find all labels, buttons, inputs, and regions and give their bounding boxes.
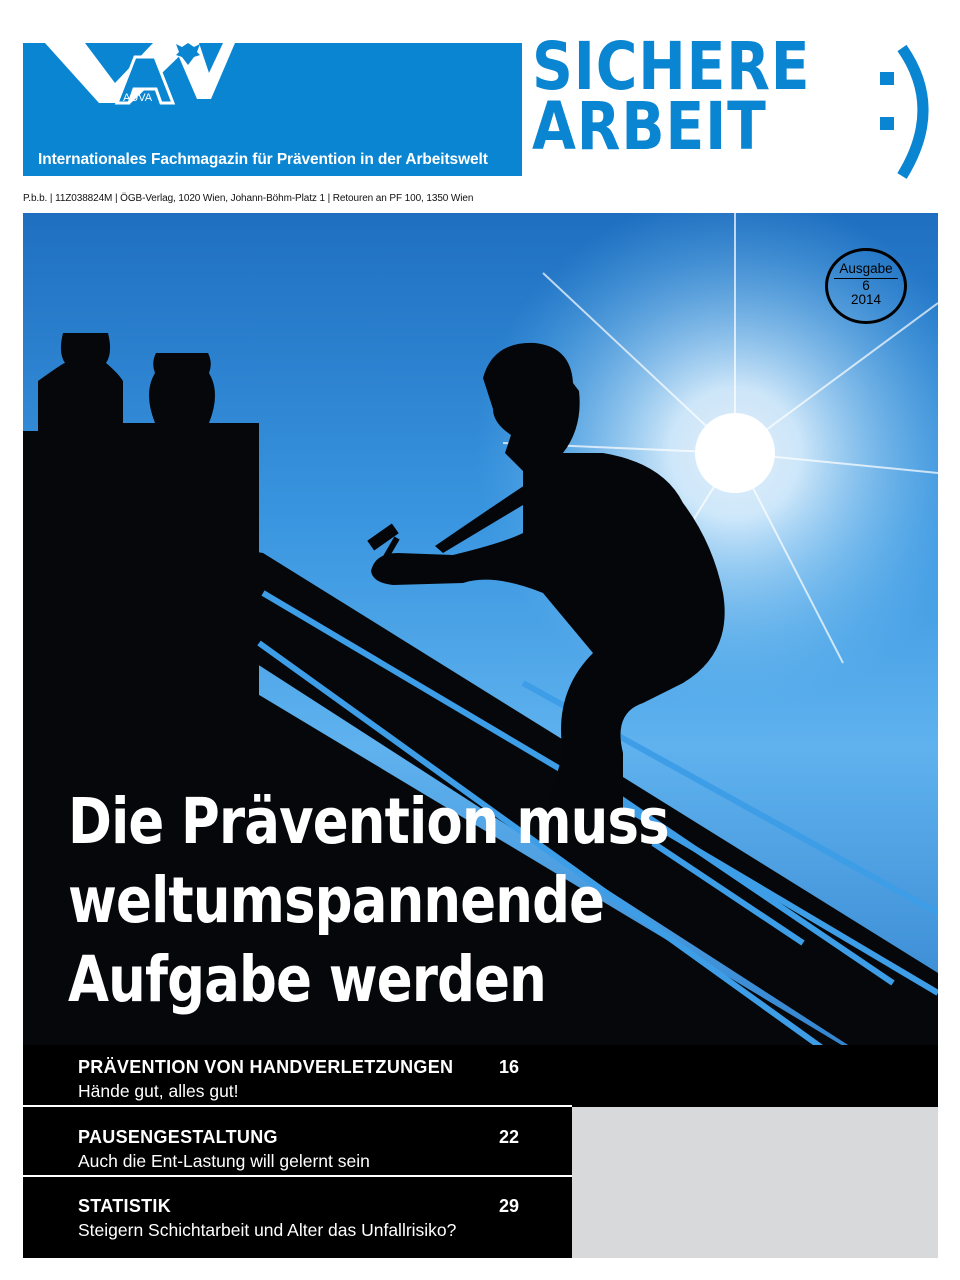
toc-item-page: 16 xyxy=(499,1057,520,1077)
toc-item-title: PAUSENGESTALTUNG xyxy=(78,1127,278,1147)
masthead xyxy=(532,28,811,165)
issue-year: 2014 xyxy=(850,292,882,307)
toc-divider xyxy=(23,1175,572,1177)
tagline: Internationales Fachmagazin für Prävention in der Arbeitswelt xyxy=(38,151,488,168)
toc-item[interactable] xyxy=(78,1127,370,1172)
brand-bar xyxy=(23,43,522,176)
masthead-line-2: ARBEIT xyxy=(532,88,767,165)
toc-gray-panel xyxy=(572,1107,938,1258)
toc-divider xyxy=(23,1105,572,1107)
cover-headline xyxy=(68,782,669,1019)
issue-number: 6 xyxy=(862,278,870,293)
toc-item[interactable] xyxy=(78,1057,453,1102)
toc-item-page: 29 xyxy=(499,1196,520,1216)
toc-item-subtitle: Hände gut, alles gut! xyxy=(78,1081,239,1101)
smiley-icon xyxy=(880,42,944,182)
toc-item[interactable] xyxy=(78,1196,456,1241)
issue-label: Ausgabe xyxy=(834,262,898,279)
headline-line-3: Aufgabe werden xyxy=(68,943,547,1016)
toc-item-subtitle: Auch die Ent-Lastung will gelernt sein xyxy=(78,1151,370,1171)
auva-logo-text: AUVA xyxy=(123,92,153,104)
issue-badge xyxy=(825,248,907,324)
headline-line-1: Die Prävention muss xyxy=(68,785,669,858)
imprint-line: P.b.b. | 11Z038824M | ÖGB-Verlag, 1020 Wien, Johann-Böhm-Platz 1 | Retouren an PF 100, 1350 Wien xyxy=(23,193,474,204)
masthead-line-1: SICHERE xyxy=(532,28,811,105)
toc-item-title: PRÄVENTION VON HANDVERLETZUNGEN xyxy=(78,1057,454,1077)
toc-item-page: 22 xyxy=(499,1127,520,1147)
toc-item-title: STATISTIK xyxy=(78,1196,172,1216)
toc-item-subtitle: Steigern Schichtarbeit und Alter das Unfallrisiko? xyxy=(78,1220,457,1240)
headline-line-2: weltumspannende xyxy=(68,864,605,937)
